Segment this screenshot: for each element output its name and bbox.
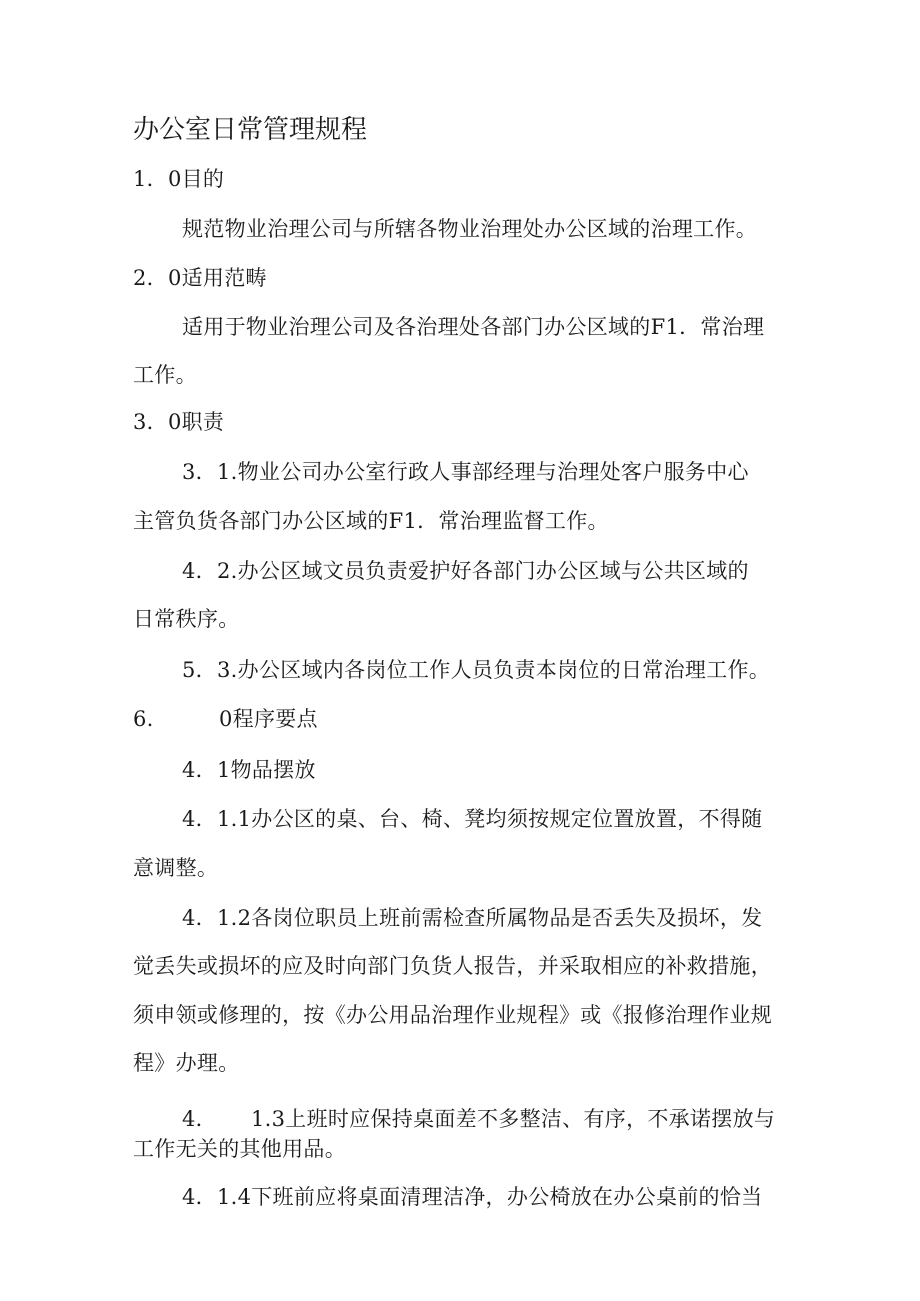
section-4-heading-text: 0程序要点: [219, 707, 318, 731]
section-4-heading: [133, 704, 318, 734]
section-4-p2-line2: 觉丢失或损坏的应及时向部门负货人报告，并采取相应的补救措施，: [133, 954, 772, 978]
section-4-p2-line1: 4．1.2各岗位职员上班前需检查所属物品是否丢失及损坏，发: [182, 906, 763, 930]
section-4-p2-line4: 程》办理。: [133, 1051, 240, 1075]
section-4-p1-line2: 意调整。: [133, 856, 219, 880]
section-3-item1-line2: 主管负货各部门办公区域的F1．常治理监督工作。: [133, 509, 609, 533]
section-2-body-line1: 适用于物业治理公司及各治理处各部门办公区域的F1．常治理: [182, 315, 765, 339]
section-4-p3-line1: [182, 1104, 775, 1134]
section-4-p1-line1: 4．1.1办公区的桌、台、椅、凳均须按规定位置放置，不得随: [182, 807, 763, 831]
section-3-item2-line1: 4．2.办公区域文员负责爱护好各部门办公区域与公共区域的: [182, 559, 749, 583]
section-3-item3-line1: 5．3.办公区域内各岗位工作人员负责本岗位的日常治理工作。: [182, 658, 771, 682]
section-3-item1-line1: 3．1.物业公司办公室行政人事部经理与治理处客户服务中心: [182, 460, 749, 484]
section-2-body-line2: 工作。: [133, 363, 197, 387]
section-1-body: 规范物业治理公司与所辖各物业治理处办公区域的治理工作。: [182, 217, 758, 241]
section-3-heading: 3．0职责: [133, 410, 225, 434]
section-4-sub1-heading: 4．1物品摆放: [182, 758, 316, 782]
section-4-p3-line2: 工作无关的其他用品。: [133, 1137, 346, 1161]
section-1-heading: 1．0目的: [133, 167, 225, 191]
section-4-p2-line3: 须申领或修理的，按《办公用品治理作业规程》或《报修治理作业规: [133, 1003, 772, 1027]
section-4-p3-number: 4．: [182, 1107, 217, 1131]
document-title: 办公室日常管理规程: [133, 115, 368, 145]
section-4-p4-line1: 4．1.4下班前应将桌面清理洁净，办公椅放在办公桌前的恰当: [182, 1185, 763, 1209]
section-4-p3-text: 1.3上班时应保持桌面差不多整洁、有序，不承诺摆放与: [250, 1107, 776, 1131]
section-3-item2-line2: 日常秩序。: [133, 607, 240, 631]
section-4-heading-number: 6.: [133, 707, 154, 731]
section-2-heading: 2．0适用范畴: [133, 266, 267, 290]
